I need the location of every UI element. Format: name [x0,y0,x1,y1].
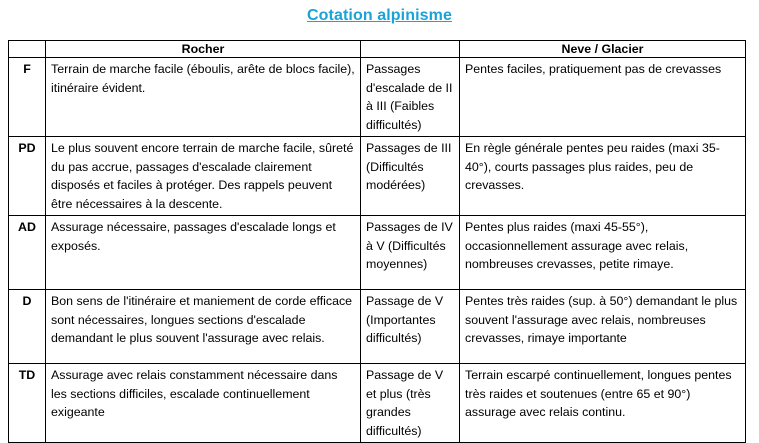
header-neige: Neve / Glacier [460,41,746,58]
page-title: Cotation alpinisme [307,7,452,24]
neige-cell: En règle générale pentes peu raides (maxi 35-40°), courts passages plus raides, peu de crevasses. [460,137,746,216]
table-row [9,137,746,216]
rocher-cell: Assurage nécessaire, passages d'escalade longs et exposés. [46,216,361,290]
header-rocher: Rocher [46,41,361,58]
grade-cell: TD [9,364,46,443]
neige-cell: Pentes plus raides (maxi 45-55°), occasionnellement assurage avec relais, nombreuses crevasses, petite rimaye. [460,216,746,290]
rocher-cell: Terrain de marche facile (éboulis, arête de blocs facile), itinéraire évident. [46,58,361,137]
rocher-cell: Bon sens de l'itinéraire et maniement de corde efficace sont nécessaires, longues sections d'escalade demandant le plus souvent l'assurage avec relais. [46,290,361,364]
passages-cell: Passage de V et plus (très grandes difficultés) [361,364,460,443]
passages-cell: Passage de V (Importantes difficultés) [361,290,460,364]
rocher-cell: Assurage avec relais constamment nécessaire dans les sections difficiles, escalade continuellement exigeante [46,364,361,443]
grade-cell: AD [9,216,46,290]
header-grade [9,41,46,58]
neige-cell: Terrain escarpé continuellement, longues pentes très raides et soutenues (entre 65 et 90°) assurage avec relais continu. [460,364,746,443]
grade-cell: PD [9,137,46,216]
passages-cell: Passages d'escalade de II à III (Faibles difficultés) [361,58,460,137]
passages-cell: Passages de III (Difficultés modérées) [361,137,460,216]
header-row [9,41,746,58]
passages-cell: Passages de IV à V (Difficultés moyennes) [361,216,460,290]
rocher-cell: Le plus souvent encore terrain de marche facile, sûreté du pas accrue, passages d'escalade clairement disposés et faciles à protéger. Des rappels peuvent être nécessaires à la descente. [46,137,361,216]
table-row [9,364,746,443]
neige-cell: Pentes faciles, pratiquement pas de crevasses [460,58,746,137]
table-row [9,290,746,364]
cotation-table [8,40,746,443]
table-row [9,58,746,137]
neige-cell: Pentes très raides (sup. à 50°) demandant le plus souvent l'assurage avec relais, nombreuses crevasses, rimaye importante [460,290,746,364]
grade-cell: D [9,290,46,364]
grade-cell: F [9,58,46,137]
table-row [9,216,746,290]
header-passages [361,41,460,58]
